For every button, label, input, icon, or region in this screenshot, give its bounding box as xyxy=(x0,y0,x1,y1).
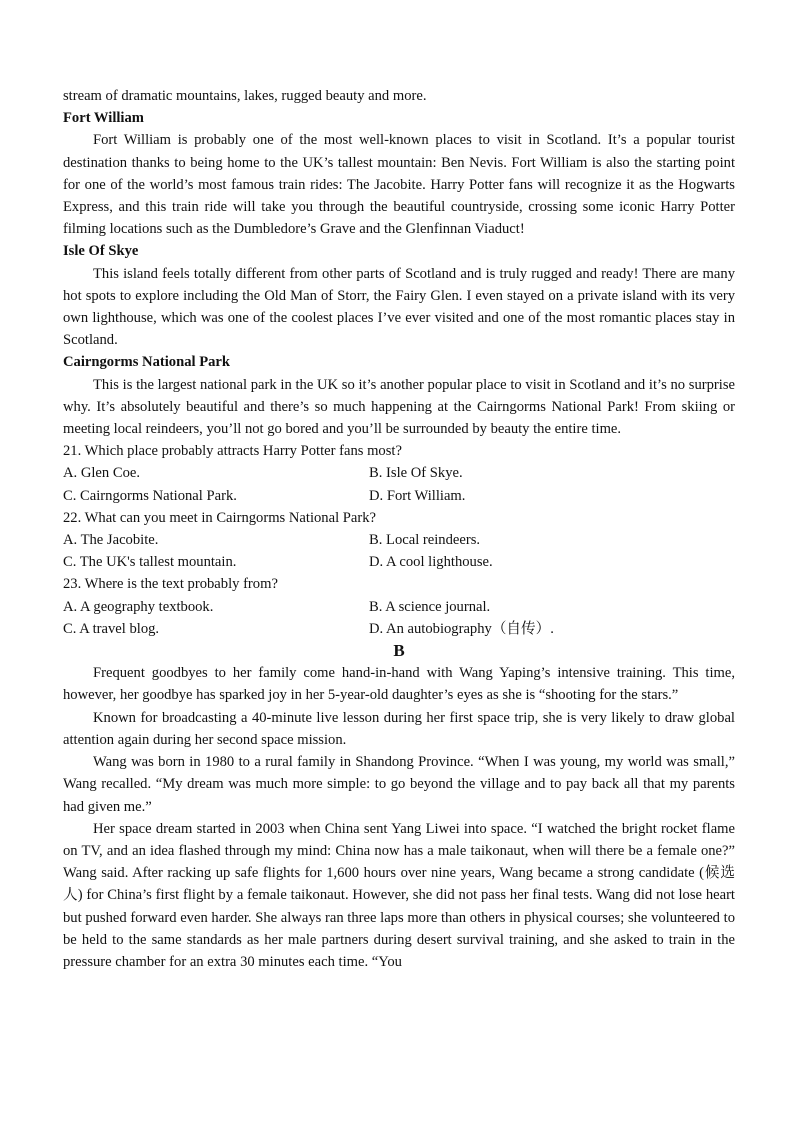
section-heading-isle-of-skye: Isle Of Skye xyxy=(63,243,139,260)
passage-b-paragraph-4: Her space dream started in 2003 when China sent Yang Liwei into space. “I watched the bright rocket flame on TV, and an idea flashed through my mind: China now has a male taikonaut, when will there be a female one?” Wang said. After racking up safe flights for 1,600 hours over nine years, Wang became a strong candidate (候选人) for China’s first flight by a female taikonaut. However, she did not pass her final tests. Wang did not lose heart but pushed forward even harder. She always ran three laps more than others in physical courses; she volunteered to be held to the same standards as her male partners during desert survival training, and she asked to train in the pressure chamber for an extra 30 minutes each time. “You xyxy=(63,820,735,970)
option-grid xyxy=(63,596,735,640)
option-d: D. A cool lighthouse. xyxy=(369,554,493,571)
question-stem: 23. Where is the text probably from? xyxy=(63,576,278,593)
section-heading-fort-william: Fort William xyxy=(63,110,144,127)
passage-a-intro-tail: stream of dramatic mountains, lakes, rugged beauty and more. xyxy=(63,88,427,104)
question-stem: 22. What can you meet in Cairngorms National Park? xyxy=(63,509,377,526)
section-body-isle-of-skye: This island feels totally different from other parts of Scotland and is truly rugged and ready! There are many hot spots to explore including the Old Man of Storr, the Fairy Glen. I even stayed on a private island with its very own lighthouse, which was one of the coolest places I’ve ever visited and one of the most romantic places stay in Scotland. xyxy=(63,265,735,349)
option-c: C. Cairngorms National Park. xyxy=(63,487,237,504)
question-23 xyxy=(63,573,735,640)
passage-b-paragraph-2: Known for broadcasting a 40-minute live lesson during her first space trip, she is very likely to draw global attention again during her second space mission. xyxy=(63,709,735,748)
question-21 xyxy=(63,440,735,507)
section-letter-b: B xyxy=(393,641,405,661)
option-b: B. A science journal. xyxy=(369,598,491,615)
passage-b-paragraph-1: Frequent goodbyes to her family come hand-in-hand with Wang Yaping’s intensive training. This time, however, her goodbye has sparked joy in her 5-year-old daughter’s eyes as she is “shooting for the stars.” xyxy=(63,665,735,704)
question-22 xyxy=(63,507,735,574)
passage-b-paragraph-3: Wang was born in 1980 to a rural family in Shandong Province. “When I was young, my world was small,” Wang recalled. “My dream was much more simple: to go beyond the village and to pay back all that my parents had given me.” xyxy=(63,754,735,815)
question-stem: 21. Which place probably attracts Harry Potter fans most? xyxy=(63,443,402,460)
option-c: C. The UK's tallest mountain. xyxy=(63,554,237,571)
document-page xyxy=(63,85,735,973)
section-body-fort-william: Fort William is probably one of the most well-known places to visit in Scotland. It’s a popular tourist destination thanks to being home to the UK’s tallest mountain: Ben Nevis. Fort William is also the starting point for one of the world’s most famous train rides: The Jacobite. Harry Potter fans will recognize it as the Hogwarts Express, and this train ride will take you through the beautiful countryside, crossing some iconic Harry Potter filming locations such as the Dumbledore’s Grave and the Glenfinnan Viaduct! xyxy=(63,132,735,238)
option-c: C. A travel blog. xyxy=(63,620,160,637)
option-a: A. The Jacobite. xyxy=(63,532,159,549)
option-b: B. Isle Of Skye. xyxy=(369,465,463,482)
option-b: B. Local reindeers. xyxy=(369,532,481,549)
option-grid xyxy=(63,462,735,506)
section-body-cairngorms: This is the largest national park in the UK so it’s another popular place to visit in Scotland and it’s no surprise why. It’s absolutely beautiful and there’s so much happening at the Cairngorms National Park! From skiing or meeting local reindeers, you’ll not go bored and you’ll be surrounded by beauty the entire time. xyxy=(63,376,735,438)
option-grid xyxy=(63,529,735,573)
option-a: A. A geography textbook. xyxy=(63,598,214,615)
option-d: D. Fort William. xyxy=(369,487,466,504)
option-a: A. Glen Coe. xyxy=(63,465,141,482)
option-d: D. An autobiography（自传）. xyxy=(369,620,554,637)
section-heading-cairngorms: Cairngorms National Park xyxy=(63,354,231,371)
